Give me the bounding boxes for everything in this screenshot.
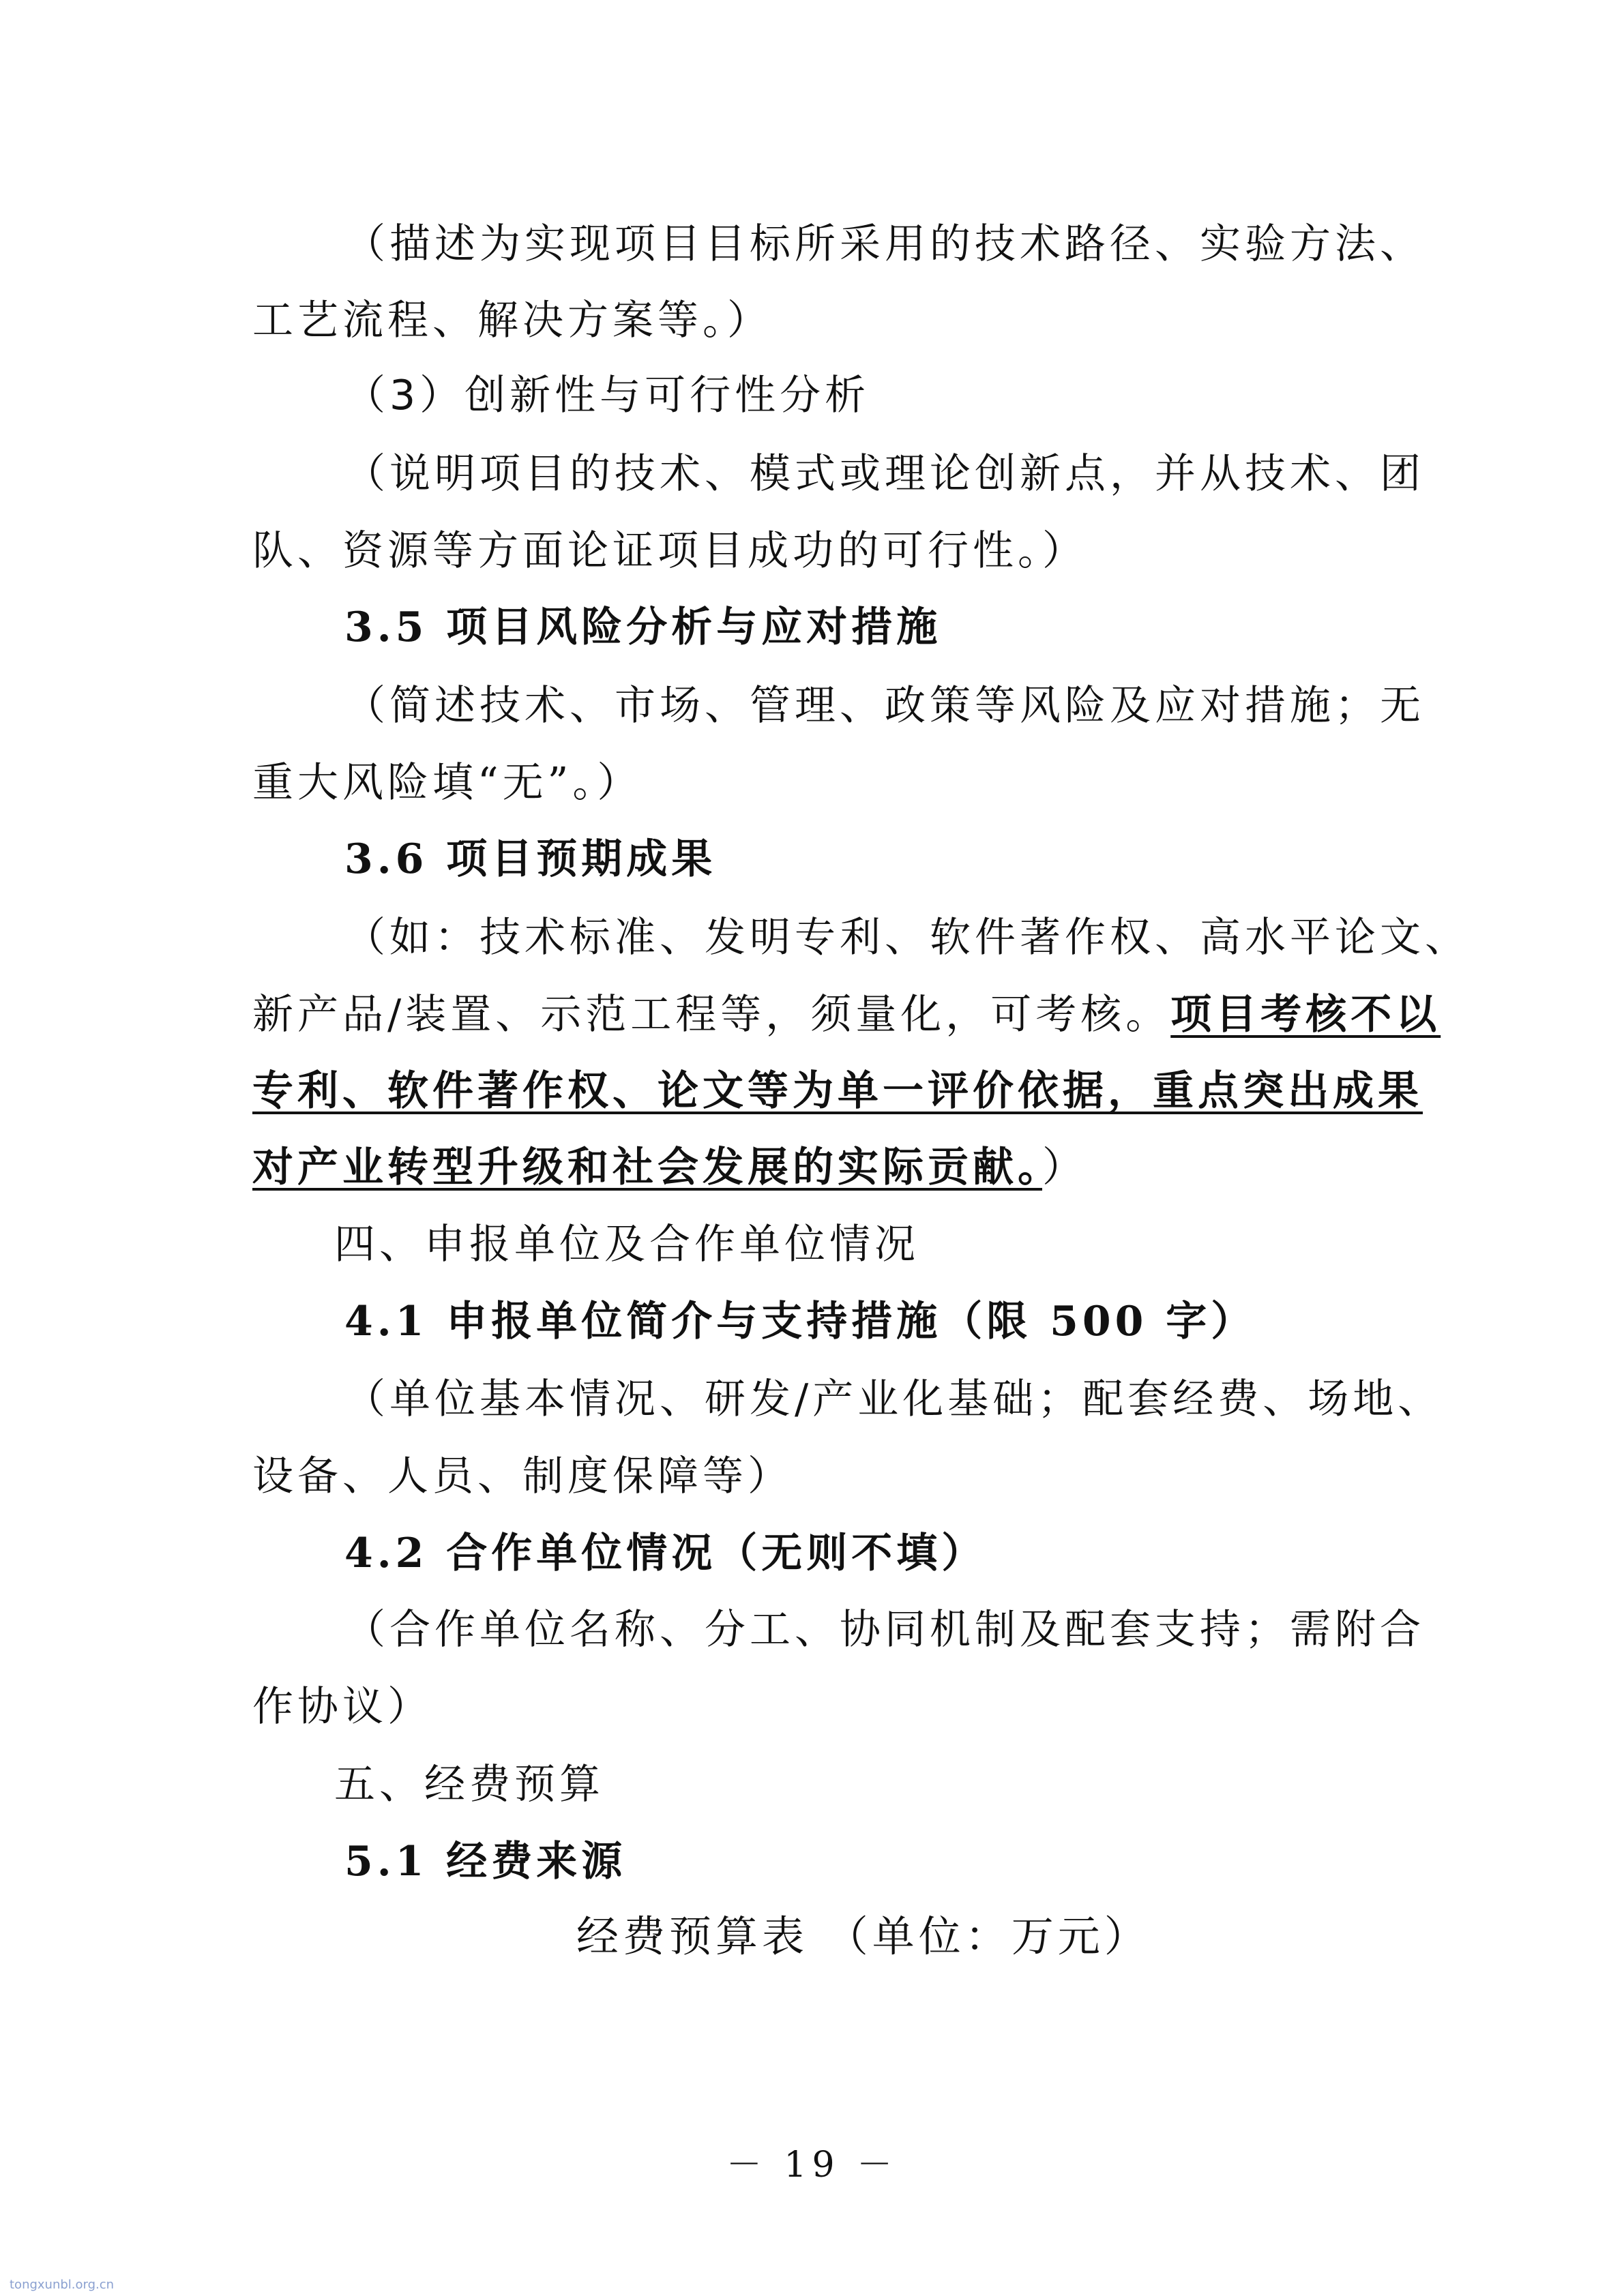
heading-5-1: 5.1 经费来源 [344,1838,627,1885]
heading-3-5: 3.5 项目风险分析与应对措施 [344,603,942,651]
page-number: － 19 － [726,2145,898,2186]
text-line [252,987,1441,1042]
heading-4-2: 4.2 合作单位情况（无则不填） [344,1530,987,1577]
text-line [252,1140,1087,1195]
text-line: 重大风险填“无”。） [252,759,643,807]
text-line: （合作单位名称、分工、协同机制及配套支持；需附合 [344,1606,1425,1654]
text-line: （如：技术标准、发明专利、软件著作权、高水平论文、 [344,914,1470,961]
heading-4-1: 4.1 申报单位简介与支持措施（限 500 字） [344,1298,1256,1345]
text-line: （说明项目的技术、模式或理论创新点，并从技术、团 [344,450,1425,498]
table-caption: 经费预算表 （单位：万元） [576,1911,1151,1961]
results-closing-paren: ） [1042,1144,1087,1191]
subheading-innovation: （3）创新性与可行性分析 [344,372,870,419]
text-line: 队、资源等方面论证项目成功的可行性。） [252,527,1087,575]
text-line: 作协议） [252,1683,432,1731]
heading-3-6: 3.6 项目预期成果 [344,835,717,883]
results-plain-text: 新产品/装置、示范工程等，须量化，可考核。 [252,991,1171,1039]
section-4-title: 四、申报单位及合作单位情况 [334,1221,919,1268]
watermark: tongxunbl.org.cn [10,2278,115,2292]
section-5-title: 五、经费预算 [334,1761,604,1808]
results-emphasis-text: 项目考核不以 [1170,991,1441,1039]
text-line: 设备、人员、制度保障等） [252,1452,793,1500]
text-line: （简述技术、市场、管理、政策等风险及应对措施；无 [344,682,1425,730]
text-line: （描述为实现项目目标所采用的技术路径、实验方法、 [344,220,1425,268]
text-line: （单位基本情况、研发/产业化基础；配套经费、场地、 [344,1375,1443,1423]
results-emphasis-text: 专利、软件著作权、论文等为单一评价依据，重点突出成果 [252,1067,1423,1115]
results-emphasis-text: 对产业转型升级和社会发展的实际贡献。 [252,1144,1042,1191]
text-line: 工艺流程、解决方案等。） [252,297,772,344]
